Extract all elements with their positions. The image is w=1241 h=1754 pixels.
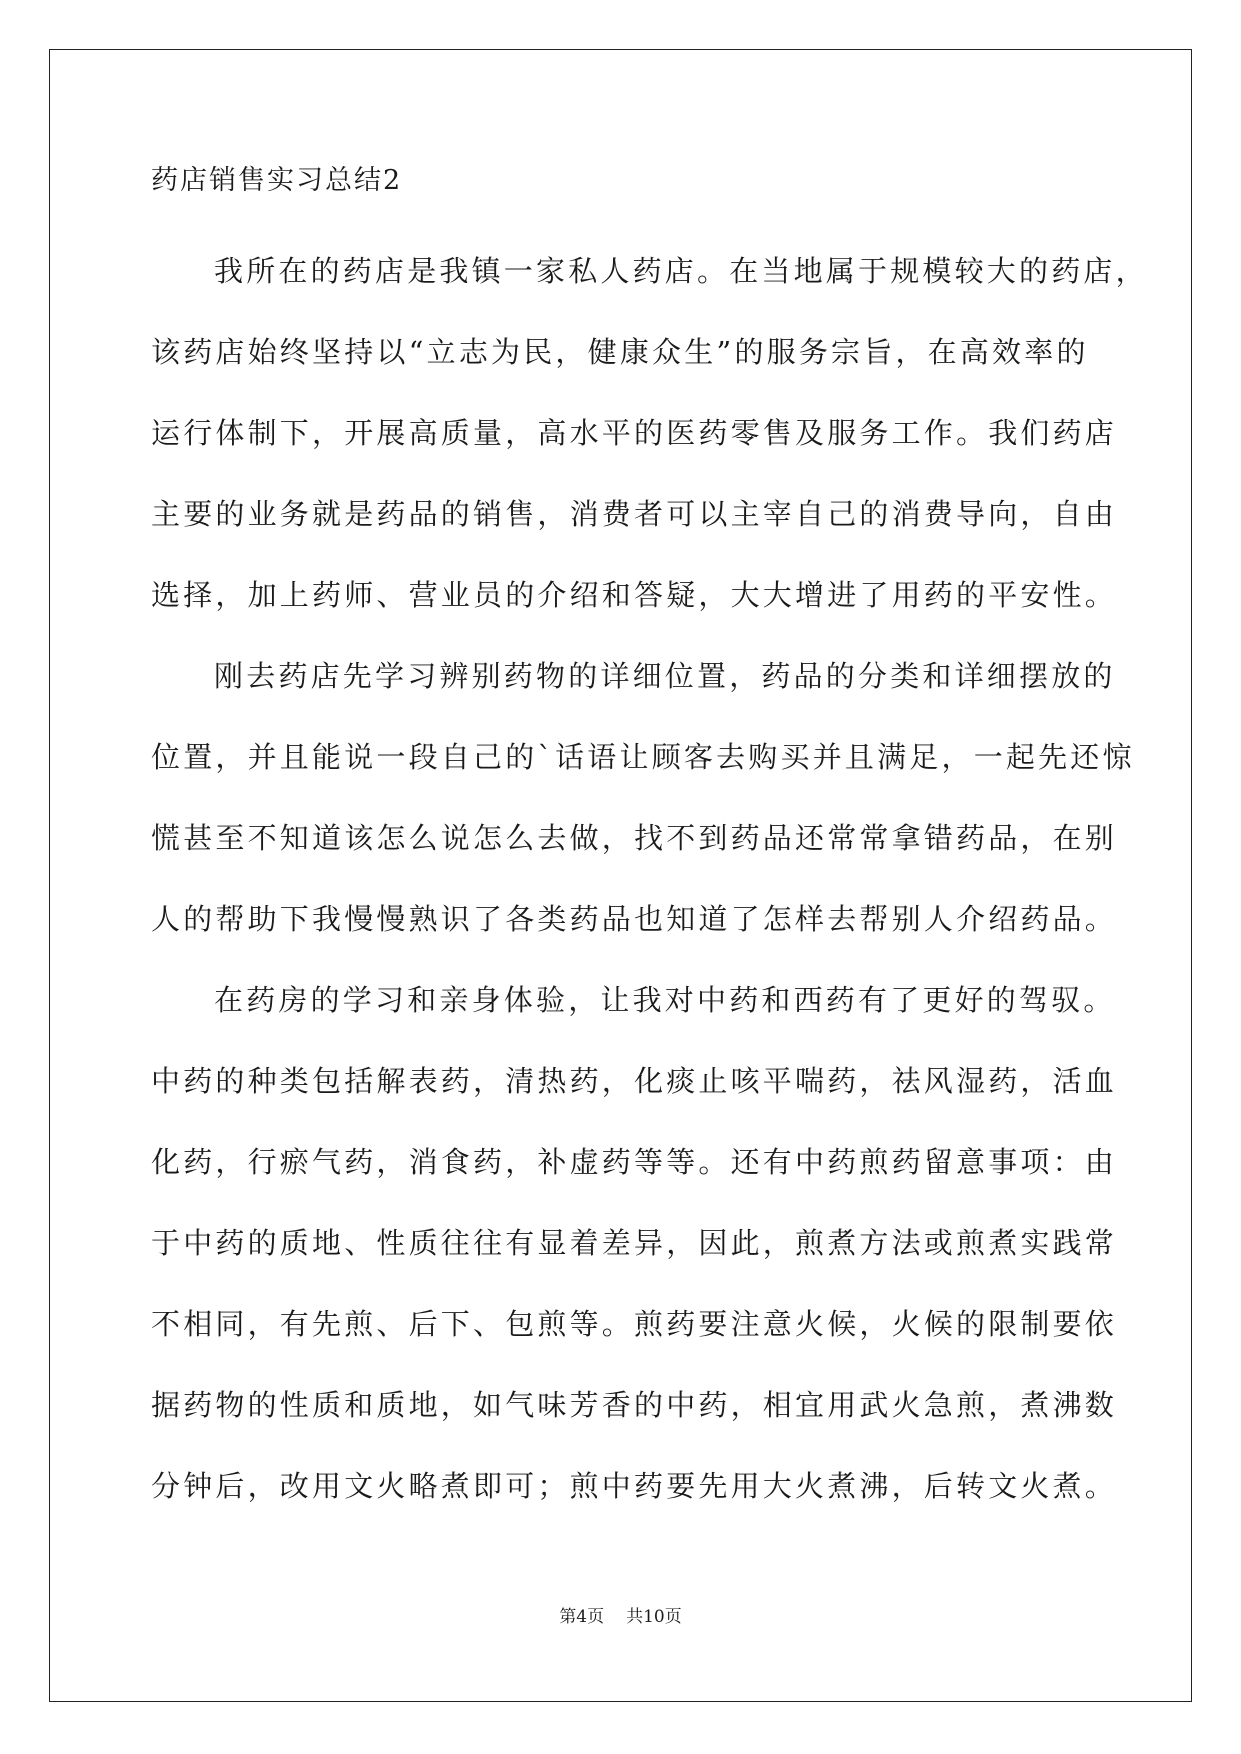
paragraph-line: 刚去药店先学习辨别药物的详细位置，药品的分类和详细摆放的 — [214, 659, 1116, 693]
paragraph-line: 位置，并且能说一段自己的`话语让顾客去购买并且满足，一起先还惊 — [151, 740, 1135, 774]
paragraph-line: 选择，加上药师、营业员的介绍和答疑，大大增进了用药的平安性。 — [151, 578, 1118, 612]
paragraph-line: 我所在的药店是我镇一家私人药店。在当地属于规模较大的药店， — [214, 254, 1148, 288]
paragraph-line: 慌甚至不知道该怎么说怎么去做，找不到药品还常常拿错药品，在别 — [151, 821, 1118, 855]
paragraph-3 — [151, 960, 1118, 1527]
page-footer — [0, 1605, 1241, 1629]
paragraph-line: 主要的业务就是药品的销售，消费者可以主宰自己的消费导向，自由 — [151, 497, 1118, 531]
paragraph-line: 化药，行瘀气药，消食药，补虚药等等。还有中药煎药留意事项：由 — [151, 1145, 1118, 1179]
document-body — [151, 163, 1148, 1527]
paragraph-line: 在药房的学习和亲身体验，让我对中药和西药有了更好的驾驭。 — [214, 983, 1116, 1017]
page-number: 第4页 — [559, 1607, 605, 1627]
paragraph-line: 中药的种类包括解表药，清热药，化痰止咳平喘药，祛风湿药，活血 — [151, 1064, 1118, 1098]
paragraph-line: 分钟后，改用文火略煮即可；煎中药要先用大火煮沸，后转文火煮。 — [151, 1469, 1118, 1503]
paragraph-line: 于中药的质地、性质往往有显着差异，因此，煎煮方法或煎煮实践常 — [151, 1226, 1118, 1260]
page-total: 共10页 — [626, 1607, 682, 1627]
paragraph-line: 不相同，有先煎、后下、包煎等。煎药要注意火候，火候的限制要依 — [151, 1307, 1118, 1341]
paragraph-2 — [151, 636, 1135, 960]
document-title: 药店销售实习总结2 — [151, 165, 403, 196]
paragraph-1 — [151, 231, 1148, 636]
paragraph-line: 运行体制下，开展高质量，高水平的医药零售及服务工作。我们药店 — [151, 416, 1118, 450]
paragraph-line: 人的帮助下我慢慢熟识了各类药品也知道了怎样去帮别人介绍药品。 — [151, 902, 1118, 936]
paragraph-line: 该药店始终坚持以“立志为民，健康众生”的服务宗旨，在高效率的 — [151, 335, 1089, 369]
paragraph-line: 据药物的性质和质地，如气味芳香的中药，相宜用武火急煎，煮沸数 — [151, 1388, 1118, 1422]
